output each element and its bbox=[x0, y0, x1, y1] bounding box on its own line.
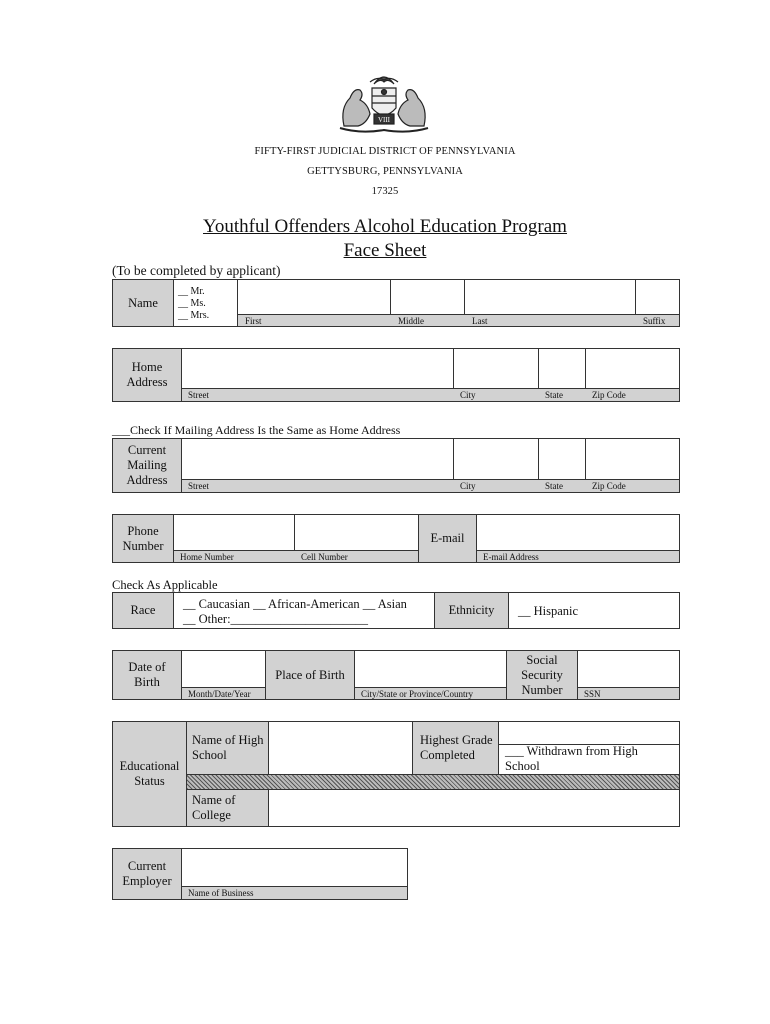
dob-label: Date of Birth bbox=[128, 660, 166, 689]
email-label: E-mail bbox=[430, 531, 465, 545]
home-city-field[interactable] bbox=[453, 348, 539, 389]
mailing-city-caption: City bbox=[460, 481, 476, 491]
college-label: Name of College bbox=[192, 793, 236, 822]
honorific-mr-option[interactable]: __ Mr. bbox=[178, 286, 205, 297]
mailing-street-caption: Street bbox=[188, 481, 209, 491]
pennsylvania-seal-icon bbox=[330, 68, 438, 136]
highest-grade-field[interactable] bbox=[498, 721, 680, 745]
cell-phone-caption: Cell Number bbox=[301, 552, 348, 562]
suffix-caption: Suffix bbox=[643, 316, 666, 326]
email-caption: E-mail Address bbox=[483, 552, 539, 562]
honorific-mrs-option[interactable]: __ Mrs. bbox=[178, 310, 210, 321]
program-title: Youthful Offenders Alcohol Education Program bbox=[203, 216, 567, 237]
middle-name-field[interactable] bbox=[390, 279, 465, 315]
mailing-address-label: Current Mailing Address bbox=[126, 443, 168, 487]
phone-label: Phone Number bbox=[122, 523, 164, 553]
home-zip-field[interactable] bbox=[585, 348, 680, 389]
college-field[interactable] bbox=[268, 789, 680, 827]
employer-field[interactable] bbox=[181, 848, 408, 887]
mailing-same-checkbox[interactable]: ___Check If Mailing Address Is the Same as Home Address bbox=[112, 423, 401, 437]
mailing-zip-field[interactable] bbox=[585, 438, 680, 480]
pob-field[interactable] bbox=[354, 650, 507, 688]
dob-field[interactable] bbox=[181, 650, 266, 688]
home-state-field[interactable] bbox=[538, 348, 586, 389]
mailing-street-field[interactable] bbox=[181, 438, 454, 480]
withdrawn-option[interactable]: ___ Withdrawn from High School bbox=[505, 744, 638, 773]
court-name: FIFTY-FIRST JUDICIAL DISTRICT OF PENNSYLVANIA bbox=[254, 146, 516, 157]
home-phone-field[interactable] bbox=[173, 514, 295, 551]
pob-caption: City/State or Province/Country bbox=[361, 689, 473, 699]
first-name-field[interactable] bbox=[237, 279, 391, 315]
pob-label: Place of Birth bbox=[275, 667, 345, 682]
last-name-field[interactable] bbox=[464, 279, 636, 315]
suffix-field[interactable] bbox=[635, 279, 680, 315]
mailing-city-field[interactable] bbox=[453, 438, 539, 480]
first-name-caption: First bbox=[245, 316, 262, 326]
mailing-zip-caption: Zip Code bbox=[592, 481, 626, 491]
employer-label: Current Employer bbox=[122, 859, 172, 888]
home-street-field[interactable] bbox=[181, 348, 454, 389]
home-phone-caption: Home Number bbox=[180, 552, 234, 562]
highest-grade-label: Highest Grade Completed bbox=[420, 733, 493, 762]
home-address-label: Home Address bbox=[126, 360, 168, 389]
high-school-field[interactable] bbox=[268, 721, 413, 775]
court-city: GETTYSBURG, PENNSYLVANIA bbox=[307, 166, 463, 177]
check-applicable-heading: Check As Applicable bbox=[112, 578, 218, 592]
home-zip-caption: Zip Code bbox=[592, 390, 626, 400]
home-city-caption: City bbox=[460, 390, 476, 400]
court-zip: 17325 bbox=[371, 186, 399, 197]
hispanic-option[interactable]: __ Hispanic bbox=[518, 604, 579, 618]
ssn-caption: SSN bbox=[584, 689, 601, 699]
honorific-ms-option[interactable]: __ Ms. bbox=[178, 298, 206, 309]
dob-caption: Month/Date/Year bbox=[188, 689, 251, 699]
last-name-caption: Last bbox=[472, 316, 488, 326]
ssn-field[interactable] bbox=[577, 650, 680, 688]
form-title: Face Sheet bbox=[343, 240, 427, 261]
intro-note: (To be completed by applicant) bbox=[112, 263, 281, 278]
name-label: Name bbox=[128, 295, 158, 310]
race-other-option[interactable]: __ Other:______________________ bbox=[183, 612, 369, 626]
hatched-divider bbox=[186, 774, 680, 790]
home-street-caption: Street bbox=[188, 390, 209, 400]
employer-caption: Name of Business bbox=[188, 888, 254, 898]
education-label: Educational Status bbox=[119, 759, 180, 788]
middle-name-caption: Middle bbox=[398, 316, 424, 326]
race-label: Race bbox=[130, 603, 156, 617]
race-options-line1[interactable]: __ Caucasian __ African-American __ Asian bbox=[183, 597, 407, 611]
email-field[interactable] bbox=[476, 514, 680, 551]
high-school-label: Name of High School bbox=[192, 733, 264, 762]
ssn-label: Social Security Number bbox=[521, 652, 563, 697]
ethnicity-label: Ethnicity bbox=[448, 603, 495, 617]
cell-phone-field[interactable] bbox=[294, 514, 419, 551]
mailing-state-field[interactable] bbox=[538, 438, 586, 480]
home-state-caption: State bbox=[545, 390, 563, 400]
mailing-state-caption: State bbox=[545, 481, 563, 491]
svg-text:VIII: VIII bbox=[377, 116, 391, 124]
